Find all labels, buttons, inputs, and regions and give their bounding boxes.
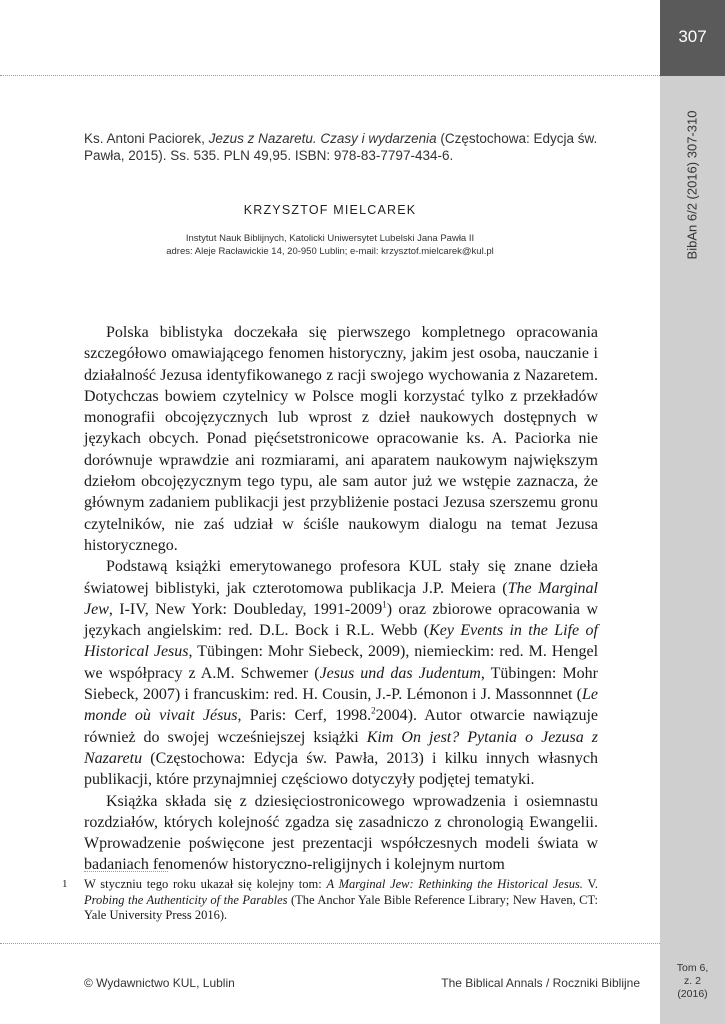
- italic-title: The Marginal Jew: [84, 579, 598, 618]
- citation-suffix: (Częstochowa: Edycja św. Pawła, 2015). Ss. 535. PLN 49,95. ISBN: 978-83-7797-434-6.: [84, 131, 598, 163]
- book-title: Jezus z Nazaretu. Czasy i wydarzenia: [208, 131, 437, 146]
- text-run: (Częstochowa: Edycja św. Pawła, 2013) i kilku innych własnych publikacji, które przynajmniej częściowo dotyczyły podjętej tematyki.: [84, 749, 598, 789]
- text-run: 2004). Autor otwarcie nawiązuje również do swojej wcześniejszej książki: [84, 707, 599, 746]
- text-run: W styczniu tego roku ukazał się kolejny tom:: [84, 877, 327, 891]
- book-citation: [84, 130, 604, 164]
- review-author: KRZYSZTOF MIELCAREK: [243, 203, 417, 217]
- text-run: Podstawą książki emerytowanego profesora KUL stały się znane dzieła światowej biblistyki, jak czterotomowa publikacja J.P. Meiera (: [84, 558, 598, 597]
- header-rule: [0, 75, 660, 76]
- paragraph-2: [84, 556, 598, 790]
- footnote-text: [84, 877, 598, 924]
- text-run: , Paris: Cerf, 1998.: [237, 707, 372, 725]
- footnote-reference[interactable]: 1: [382, 599, 387, 610]
- text-run: (The Anchor Yale Bible Reference Library; New Haven, CT: Yale University Press 2016).: [84, 892, 598, 922]
- paragraph-1: Polska biblistyka doczekała się pierwszego kompletnego opracowania szczegółowo omawiającego fenomen historyczny, jakim jest osoba, nauczanie i działalność Jezusa identyfikowanego z racji swojego wychowania z Nazaretem. Dotychczas bowiem czytelnicy w Polsce mogli korzystać tylko z przekładów monografii obcojęzycznych lub wprost z dzieł naukowych dostępnych w językach obcych. Ponad pięćsetstronicowe opracowanie ks. A. Paciorka nie dorównuje wprawdzie ani rozmiarami, ani aparatem naukowym największym dziełom obcojęzycznym tego typu, ale sam autor już we wstępie zaznacza, że głównym zadaniem publikacji jest przybliżenie postaci Jezusa szerszemu gronu czytelników, nie zaś udział w ściśle naukowym dialogu na temat Jezusa historycznego.: [84, 324, 598, 554]
- publisher-credit: © Wydawnictwo KUL, Lublin: [84, 976, 235, 990]
- footnote-separator: [84, 871, 168, 872]
- italic-title: Jesus und das Judentum: [319, 664, 481, 682]
- volume-line: Tom 6,: [676, 962, 709, 974]
- volume-info: [660, 962, 725, 1001]
- text-run: , I-IV, New York: Doubleday, 1991-2009: [108, 600, 383, 618]
- journal-name: The Biblical Annals / Roczniki Biblijne: [441, 976, 640, 990]
- italic-title: Le monde où vivait Jésus: [84, 686, 598, 725]
- italic-title: Kim On jest? Pytania o Jezusa z Nazaretu: [84, 728, 599, 767]
- author-affiliation-block: [0, 232, 660, 258]
- text-run: , Tübingen: Mohr Siebeck, 2007) i francuskim: red. H. Cousin, J.-P. Lémonon i J. Massonnnet (: [84, 664, 598, 704]
- citation-prefix: Ks. Antoni Paciorek,: [84, 131, 209, 146]
- issue-line: z. 2: [684, 975, 701, 987]
- text-run: , Tübingen: Mohr Siebeck, 2009), niemieckim: red. M. Hengel we współpracy z A.M. Schwemer (: [84, 643, 599, 682]
- footer-rule: [0, 943, 660, 944]
- year-line: (2016): [677, 988, 708, 1000]
- text-run: ) oraz zbiorowe opracowania w językach angielskim: red. D.L. Bock i R.L. Webb (: [84, 600, 598, 640]
- italic-title: Key Events in the Life of Historical Jesus: [84, 622, 598, 661]
- footnote-1: [62, 877, 598, 924]
- author-address: adres: Aleje Racławickie 14, 20-950 Lublin; e-mail: krzysztof.mielcarek@kul.pl: [166, 246, 494, 257]
- author-affiliation: Instytut Nauk Biblijnych, Katolicki Uniwersytet Lubelski Jana Pawła II: [185, 233, 475, 244]
- running-journal-label: BibAn 6/2 (2016) 307-310: [684, 110, 700, 260]
- paragraph-3: Książka składa się z dziesięciostronicowego wprowadzenia i osiemnastu rozdziałów, których kolejność zgadza się zasadniczo z chronologią Ewangelii. Wprowadzenie poświęcone jest prezentacji współczesnych modeli świata w badaniach fenomenów historyczno-religijnych i kolejnym nurtom: [84, 792, 598, 874]
- review-body: [84, 322, 598, 876]
- page-number: 307: [660, 0, 725, 76]
- italic-title: A Marginal Jew: Rethinking the Historical Jesus.: [326, 877, 583, 891]
- text-run: V.: [582, 877, 598, 891]
- footnote-number: 1: [62, 878, 68, 890]
- italic-title: Probing the Authenticity of the Parables: [84, 892, 288, 907]
- edition-superscript: 2: [371, 706, 376, 717]
